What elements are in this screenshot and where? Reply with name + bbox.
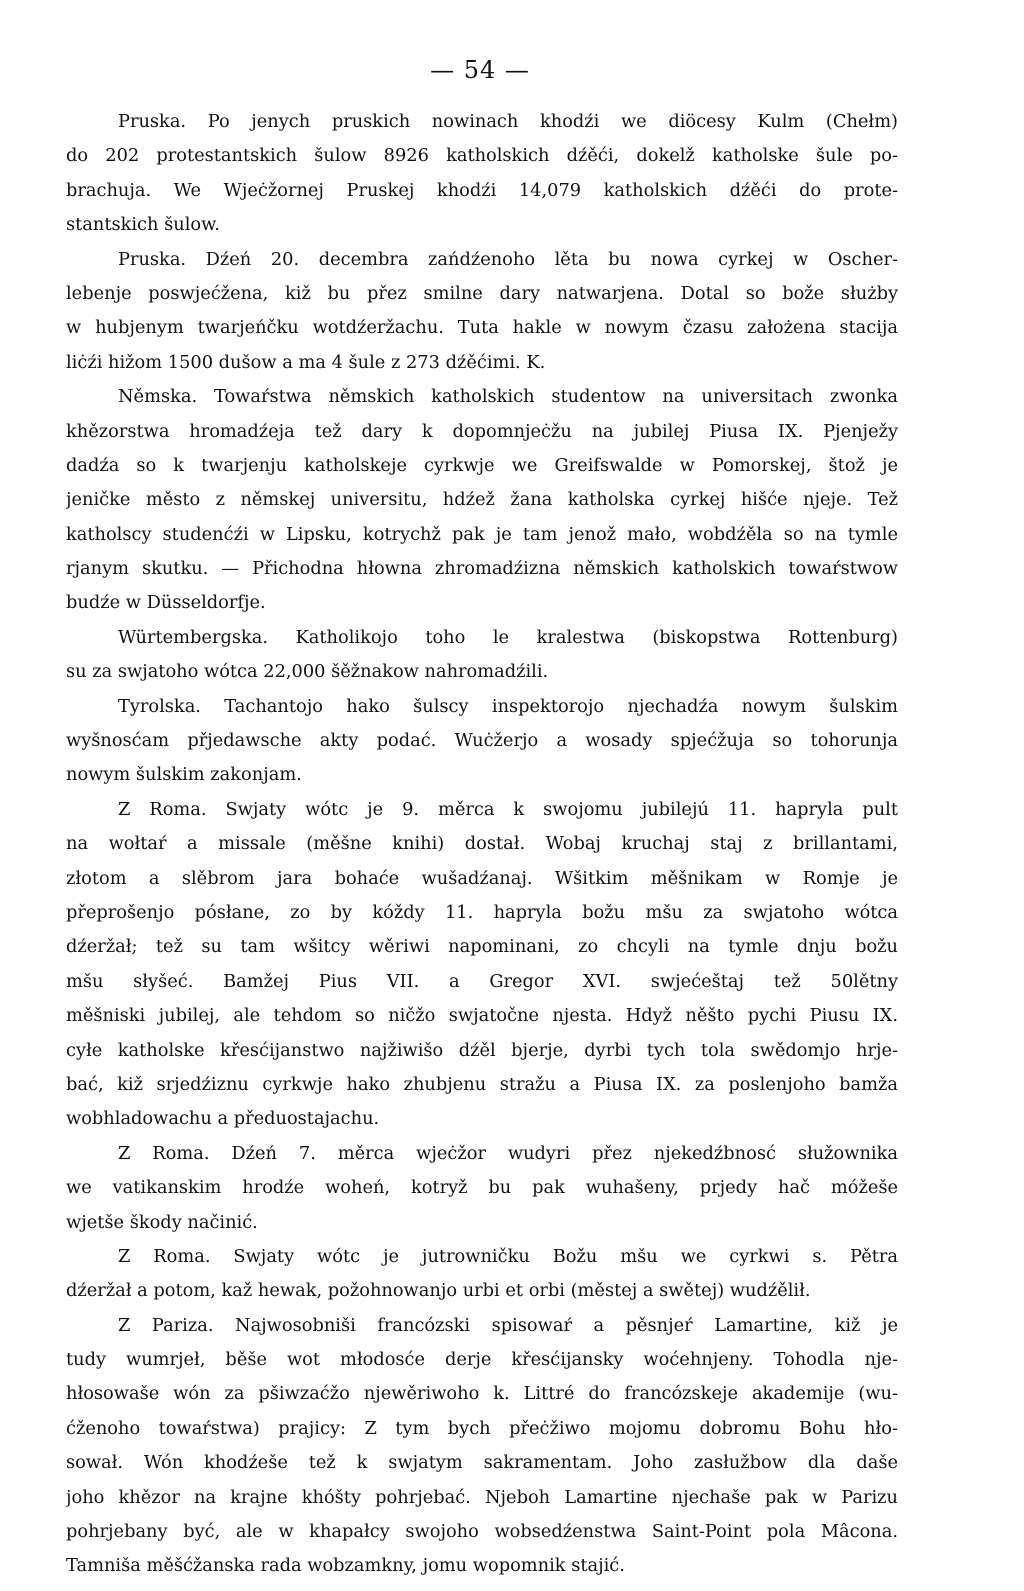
text-line: rjanym skutku. — Přichodna hłowna zhromadźizna němskich katholskich towaŕstwow (66, 558, 898, 580)
text-line: Z Roma. Dźeń 7. měrca wjeċžor wudyri přez njekedźbnosć słužownika (118, 1142, 898, 1164)
text-line: mšu słyšeć. Bamžej Pius VII. a Gregor XVI. swjećeštaj tež 50lětny (66, 970, 898, 992)
text-line: Z Roma. Swjaty wótc je jutrowničku Božu mšu we cyrkwi s. Pětra (118, 1245, 898, 1267)
text-line: nowym šulskim zakonjam. (66, 764, 302, 786)
text-line: přeprošenjo pósłane, zo by kóždy 11. hapryla božu mšu za swjatoho wótca (66, 901, 898, 923)
text-line: na wołtaŕ a missale (měšne knihi) dostał. Wobaj kruchaj staj z brillantami, (66, 833, 898, 855)
text-line: dźeržał; tež su tam wšitcy wěriwi napominani, zo chcyli na tymle dnju božu (66, 936, 898, 958)
text-line: katholscy studenćźi w Lipsku, kotrychž pak je tam jenož mało, wobdźěla so na tymle (66, 523, 898, 545)
text-line: Tyrolska. Tachantojo hako šulscy inspektorojo njechadźa nowym šulskim (118, 695, 898, 717)
text-line: ćženoho towaŕstwa) prajicy: Z tym bych přeċžiwo mojomu dobromu Bohu hło- (66, 1417, 898, 1439)
text-line: Pruska. Dźeń 20. decembra zańdźenoho lěta bu nowa cyrkej w Oscher- (118, 248, 898, 270)
text-line: Würtembergska. Katholikojo toho le kralestwa (biskopstwa Rottenburg) (118, 626, 898, 648)
text-line: cyłe katholske křesćijanstwo najžiwišo dźěl bjerje, dyrbi tych tola swědomjo hrje- (66, 1039, 898, 1061)
text-line: Z Pariza. Najwosobniši francózski spisowaŕ a pěsnjeŕ Lamartine, kiž je (118, 1314, 898, 1336)
text-line: dźeržał a potom, kaž hewak, požohnowanjo urbi et orbi (městej a swětej) wudźělił. (66, 1280, 811, 1302)
text-line: liċźi hižom 1500 dušow a ma 4 šule z 273 dźěćimi. K. (66, 351, 546, 373)
text-line: bać, kiž srjedźiznu cyrkwje hako zhubjenu stražu a Piusa IX. za poslenjoho bamža (66, 1073, 898, 1095)
text-line: wjetše škody načinić. (66, 1211, 258, 1233)
page-number: — 54 — (430, 56, 530, 84)
text-line: Němska. Towaŕstwa němskich katholskich studentow na universitach zwonka (118, 386, 898, 408)
text-line: wyšnosćam přjedawsche akty podać. Wuċžerjo a wosady spjećžuja so tohorunja (66, 730, 898, 752)
text-line: Tamniša měšćžanska rada wobzamkny, jomu wopomnik stajić. (66, 1555, 625, 1577)
text-line: wobhladowachu a předuostajachu. (66, 1108, 380, 1130)
text-line: jeničke město z němskej universitu, hdźež žana katholska cyrkej hišće njeje. Tež (66, 489, 898, 511)
text-line: joho khězor na krajne khóšty pohrjebać. Njeboh Lamartine njechaše pak w Parizu (66, 1486, 898, 1508)
text-line: tudy wumrjeł, běše wot młodosće derje křesćijansky woćehnjeny. Tohodla nje- (66, 1349, 898, 1371)
text-line: brachuja. We Wjeċžornej Pruskej khodźi 14,079 katholskich dźěći do prote- (66, 179, 898, 201)
text-line: złotom a slěbrom jara bohaće wušadźanaj. Wšitkim měšnikam w Romje je (66, 867, 898, 889)
text-line: lebenje poswjećžena, kiž bu přez smilne dary natwarjena. Dotal so bože służby (66, 282, 898, 304)
text-line: dadźa so k twarjenju katholskeje cyrkwje we Greifswalde w Pomorskej, štož je (66, 454, 898, 476)
text-line: we vatikanskim hrodźe woheń, kotryž bu pak wuhašeny, prjedy hač móžeše (66, 1177, 898, 1199)
text-line: do 202 protestantskich šulow 8926 katholskich dźěći, dokelž katholske šule po- (66, 145, 898, 167)
text-line: pohrjebany być, ale w khapałcy swojoho wobsedźenstwa Saint-Point pola Mâcona. (66, 1521, 898, 1543)
body-text (66, 105, 898, 1584)
text-line: měšniski jubilej, ale tehdom so ničžo swjatočne njesta. Hdyž něšto pychi Piusu IX. (66, 1005, 898, 1027)
text-line: su za swjatoho wótca 22,000 šěžnakow nahromadźili. (66, 661, 549, 683)
text-line: sował. Wón khodźeše tež k swjatym sakramentam. Joho zasłužbow dla daše (66, 1452, 898, 1474)
text-line: budźe w Düsseldorfje. (66, 592, 266, 614)
text-line: Pruska. Po jenych pruskich nowinach khodźi we diöcesy Kulm (Chełm) (118, 111, 898, 132)
text-line: Z Roma. Swjaty wótc je 9. měrca k swojomu jubilejú 11. hapryla pult (118, 798, 898, 820)
text-line: khězorstwa hromadźeja tež dary k dopomnjeċžu na jubilej Piusa IX. Pjenježy (66, 420, 898, 442)
text-line: hłosowaše wón za pšiwzaćžo njewěriwoho k. Littré do francózskeje akademije (wu- (66, 1383, 898, 1405)
text-line: stantskich šulow. (66, 214, 220, 236)
text-line: w hubjenym twarjeńčku wotdźeržachu. Tuta hakle w nowym čzasu założena stacija (66, 317, 898, 339)
